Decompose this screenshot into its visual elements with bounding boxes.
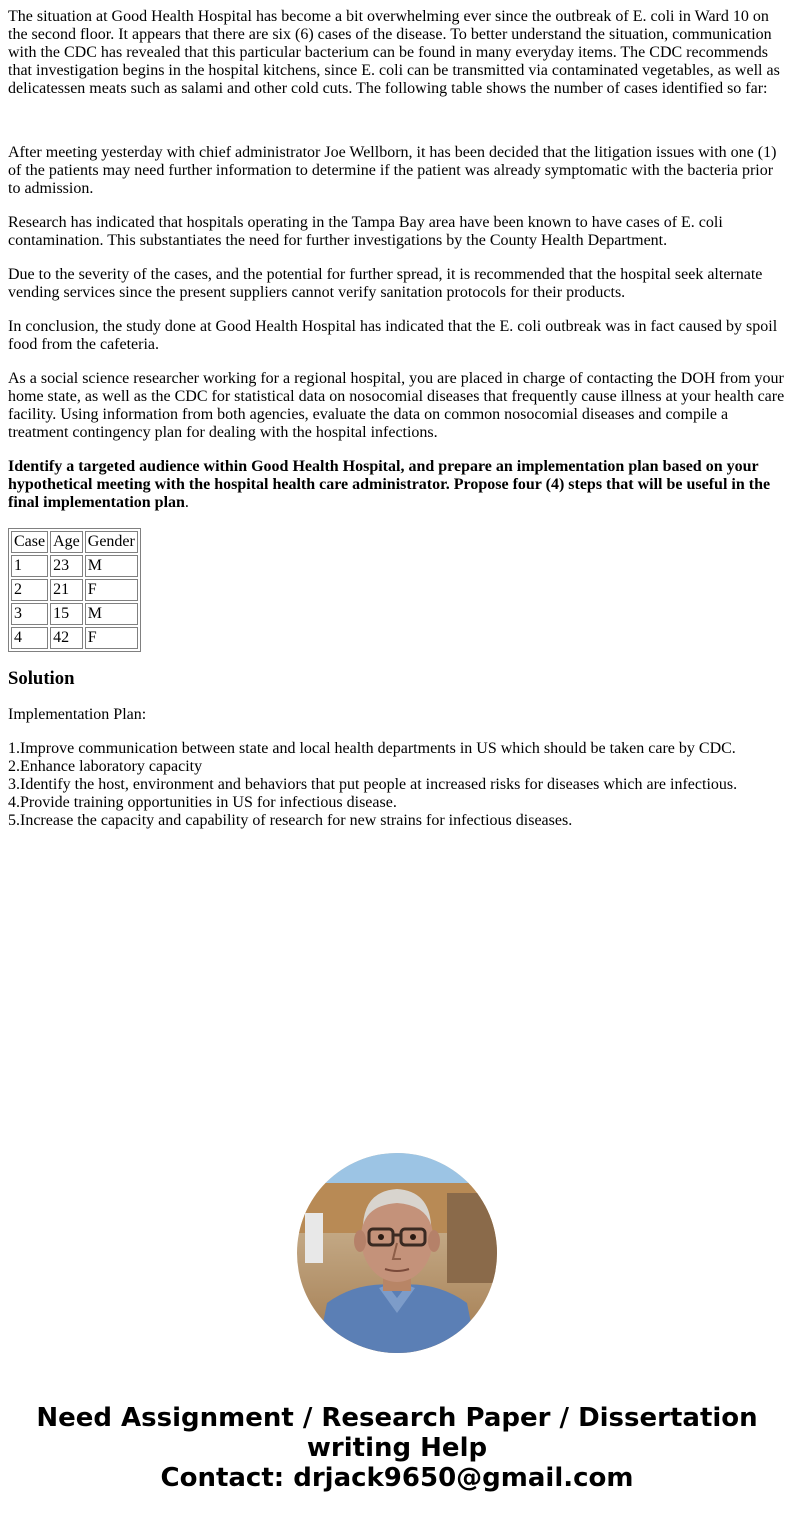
blank-spacer: [8, 98, 786, 144]
avatar: [297, 1153, 497, 1353]
table-row: [11, 579, 138, 601]
list-item: 4.Provide training opportunities in US for infectious disease.: [8, 794, 397, 811]
table-header-cell: Gender: [85, 531, 138, 553]
intro-paragraph: The situation at Good Health Hospital has become a bit overwhelming ever since the outbreak of E. coli in Ward 10 on the second floor. It appears that there are six (6) cases of the disease. To better understand the situation, communication with the CDC has revealed that this particular bacterium can be found in many everyday items. The CDC recommends that investigation begins in the hospital kitchens, since E. coli can be transmitted via contaminated vegetables, as well as delicatessen meats such as salami and other cold cuts. The following table shows the number of cases identified so far:: [8, 8, 780, 97]
table-header-cell: Age: [50, 531, 83, 553]
table-cell: 21: [50, 579, 83, 601]
table-header-row: [11, 531, 138, 553]
implementation-plan-title: Implementation Plan:: [8, 706, 147, 723]
table-cell: 4: [11, 627, 48, 649]
table-cell: F: [85, 579, 138, 601]
table-row: [11, 555, 138, 577]
paragraph-severity: Due to the severity of the cases, and the potential for further spread, it is recommended that the hospital seek alternate vending services since the present suppliers cannot verify sanitation protocols for their products.: [8, 266, 763, 301]
table-cell: 15: [50, 603, 83, 625]
list-item: 5.Increase the capacity and capability of research for new strains for infectious diseases.: [8, 812, 573, 829]
table-header-cell: Case: [11, 531, 48, 553]
list-item: 3.Identify the host, environment and behaviors that put people at increased risks for diseases which are infectious.: [8, 776, 738, 793]
footer-line-1: Need Assignment / Research Paper / Dissertation: [36, 1403, 758, 1433]
list-item: 1.Improve communication between state and local health departments in US which should be taken care by CDC.: [8, 740, 736, 757]
footer-contact-banner: [0, 1403, 794, 1493]
table-cell: M: [85, 555, 138, 577]
table-row: [11, 627, 138, 649]
paragraph-assignment: As a social science researcher working for a regional hospital, you are placed in charge of contacting the DOH from your home state, as well as the CDC for statistical data on nosocomial diseases that frequently cause illness at your health care facility. Using information from both agencies, evaluate the data on common nosocomial diseases and compile a treatment contingency plan for dealing with the hospital infections.: [8, 370, 785, 441]
cases-table: [8, 528, 141, 652]
table-cell: F: [85, 627, 138, 649]
list-item: 2.Enhance laboratory capacity: [8, 758, 203, 775]
avatar-portrait-icon: [297, 1153, 497, 1353]
task-tail: .: [184, 494, 189, 511]
task-bold-text: Identify a targeted audience within Good Health Hospital, and prepare an implementation plan based on your hypothetical meeting with the hospital health care administrator. Propose four (4) steps that will be useful in the final implementation plan: [8, 458, 771, 511]
paragraph-conclusion: In conclusion, the study done at Good Health Hospital has indicated that the E. coli outbreak was in fact caused by spoil food from the cafeteria.: [8, 318, 778, 353]
table-cell: M: [85, 603, 138, 625]
footer-line-2: writing Help: [306, 1433, 488, 1463]
document-body: [8, 8, 786, 830]
table-cell: 3: [11, 603, 48, 625]
paragraph-research: Research has indicated that hospitals operating in the Tampa Bay area have been known to have cases of E. coli contamination. This substantiates the need for further investigations by the County Health Department.: [8, 214, 723, 249]
solution-heading: Solution: [8, 668, 75, 689]
table-cell: 42: [50, 627, 83, 649]
implementation-steps: [8, 740, 786, 830]
table-cell: 1: [11, 555, 48, 577]
table-cell: 23: [50, 555, 83, 577]
footer-contact-line: Contact: drjack9650@gmail.com: [160, 1463, 634, 1493]
paragraph-meeting: After meeting yesterday with chief administrator Joe Wellborn, it has been decided that the litigation issues with one (1) of the patients may need further information to determine if the patient was already symptomatic with the bacteria prior to admission.: [8, 144, 777, 197]
task-paragraph: [8, 458, 786, 512]
table-row: [11, 603, 138, 625]
table-cell: 2: [11, 579, 48, 601]
